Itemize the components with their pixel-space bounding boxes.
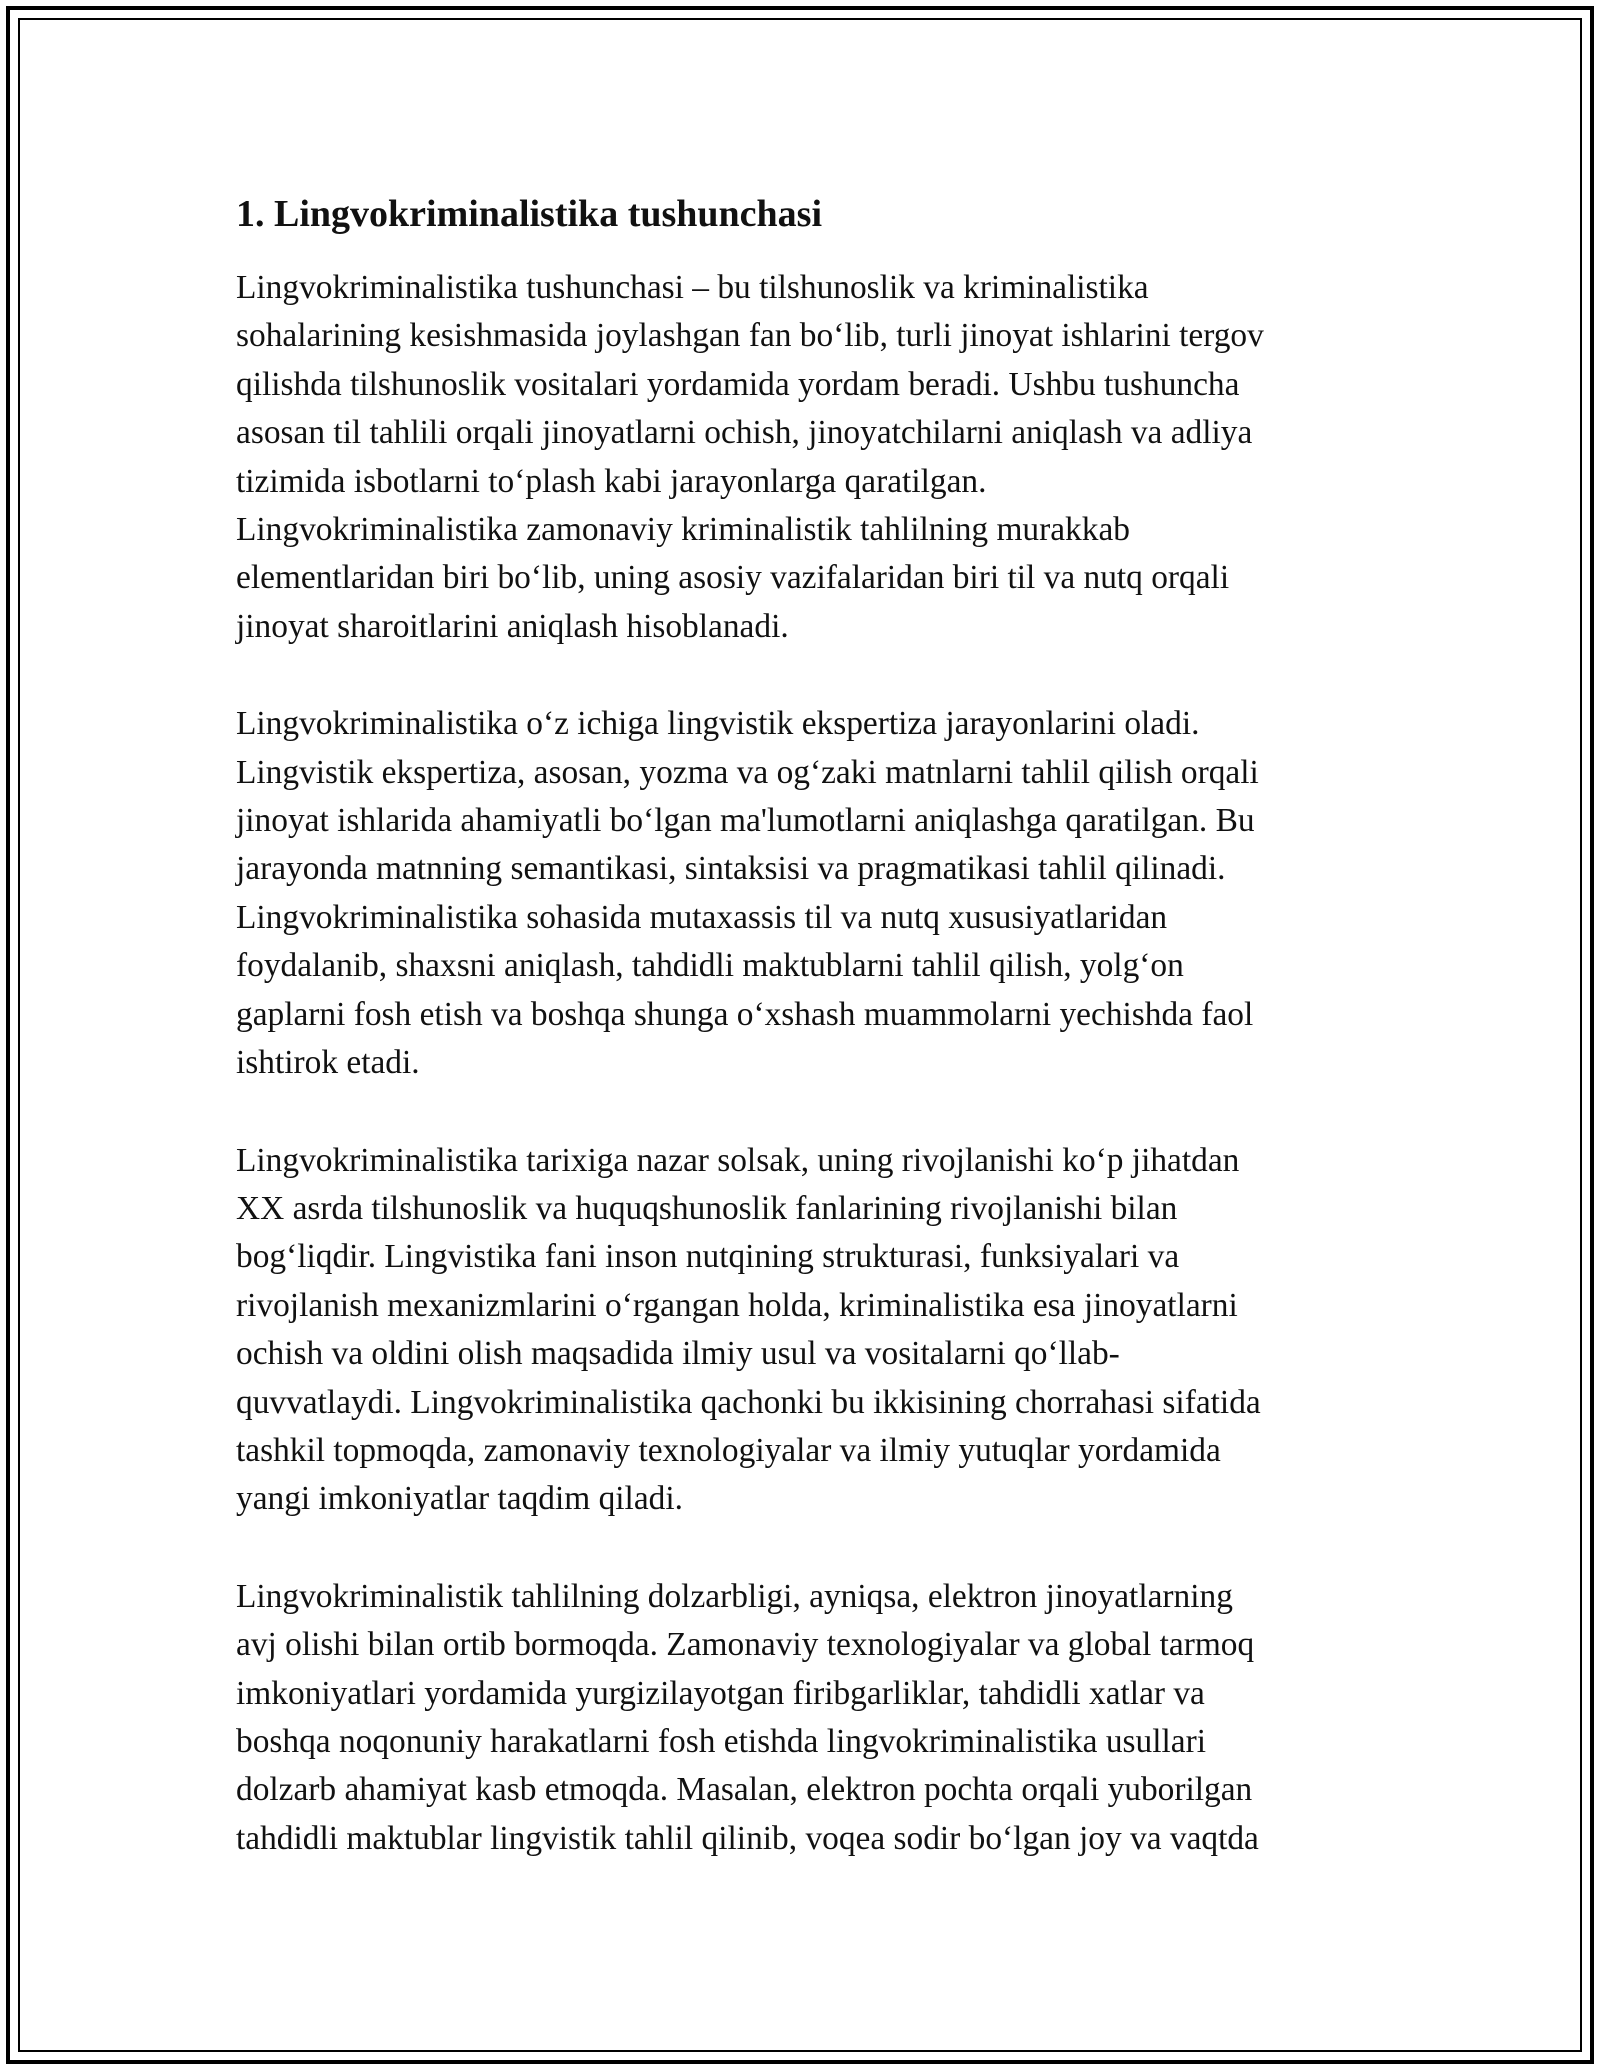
text-line: tashkil topmoqda, zamonaviy texnologiyalar va ilmiy yutuqlar yordamida [236, 1431, 1221, 1469]
text-line: jinoyat sharoitlarini aniqlash hisoblanadi. [236, 607, 789, 645]
body-paragraph [236, 264, 1396, 651]
text-line: sohalarining kesishmasida joylashgan fan bo‘lib, turli jinoyat ishlarini tergov [236, 317, 1264, 355]
text-line: Lingvokriminalistika o‘z ichiga lingvistik ekspertiza jarayonlarini oladi. [236, 705, 1200, 743]
text-line: boshqa noqonuniy harakatlarni fosh etishda lingvokriminalistika usullari [236, 1722, 1207, 1760]
text-line: dolzarb ahamiyat kasb etmoqda. Masalan, elektron pochta orqali yuborilgan [236, 1771, 1253, 1809]
text-line: tizimida isbotlarni to‘plash kabi jarayonlarga qaratilgan. [236, 462, 987, 500]
text-line: jarayonda matnning semantikasi, sintaksisi va pragmatikasi tahlil qilinadi. [236, 850, 1226, 888]
section-heading: 1. Lingvokriminalistika tushunchasi [236, 193, 823, 235]
text-line: bog‘liqdir. Lingvistika fani inson nutqining strukturasi, funksiyalari va [236, 1238, 1180, 1276]
text-line: Lingvokriminalistika zamonaviy kriminalistik tahlilning murakkab [236, 511, 1130, 549]
body-paragraph [236, 1573, 1396, 1863]
text-line: Lingvokriminalistik tahlilning dolzarbligi, ayniqsa, elektron jinoyatlarning [236, 1577, 1233, 1615]
document-body [236, 186, 1396, 1912]
text-line: Lingvokriminalistika tarixiga nazar solsak, uning rivojlanishi ko‘p jihatdan [236, 1141, 1240, 1179]
text-line: qilishda tilshunoslik vositalari yordamida yordam beradi. Ushbu tushuncha [236, 365, 1240, 403]
text-line: rivojlanish mexanizmlarini o‘rgangan holda, kriminalistika esa jinoyatlarni [236, 1286, 1238, 1324]
text-line: gaplarni fosh etish va boshqa shunga o‘xshash muammolarni yechishda faol [236, 995, 1254, 1033]
text-line: elementlaridan biri bo‘lib, uning asosiy vazifalaridan biri til va nutq orqali [236, 559, 1230, 597]
text-line: ishtirok etadi. [236, 1044, 420, 1082]
text-line: imkoniyatlari yordamida yurgizilayotgan firibgarliklar, tahdidli xatlar va [236, 1674, 1205, 1712]
body-paragraph [236, 700, 1396, 1087]
text-line: foydalanib, shaxsni aniqlash, tahdidli maktublarni tahlil qilish, yolg‘on [236, 947, 1184, 985]
body-paragraph [236, 1137, 1396, 1524]
text-line: avj olishi bilan ortib bormoqda. Zamonaviy texnologiyalar va global tarmoq [236, 1626, 1255, 1664]
text-line: Lingvokriminalistika tushunchasi – bu tilshunoslik va kriminalistika [236, 269, 1149, 306]
text-line: Lingvistik ekspertiza, asosan, yozma va og‘zaki matnlarni tahlil qilish orqali [236, 753, 1259, 791]
text-line: asosan til tahlili orqali jinoyatlarni ochish, jinoyatchilarni aniqlash va adliya [236, 414, 1253, 452]
paragraph-list [236, 264, 1396, 1863]
text-line: quvvatlaydi. Lingvokriminalistika qachonki bu ikkisining chorrahasi sifatida [236, 1383, 1261, 1421]
text-line: Lingvokriminalistika sohasida mutaxassis til va nutq xususiyatlaridan [236, 898, 1168, 936]
text-line: yangi imkoniyatlar taqdim qiladi. [236, 1480, 683, 1518]
text-line: ochish va oldini olish maqsadida ilmiy usul va vositalarni qo‘llab- [236, 1335, 1120, 1373]
text-line: XX asrda tilshunoslik va huquqshunoslik fanlarining rivojlanishi bilan [236, 1189, 1178, 1227]
text-line: jinoyat ishlarida ahamiyatli bo‘lgan ma'lumotlarni aniqlashga qaratilgan. Bu [236, 802, 1255, 840]
text-line: tahdidli maktublar lingvistik tahlil qilinib, voqea sodir bo‘lgan joy va vaqtda [236, 1819, 1259, 1857]
